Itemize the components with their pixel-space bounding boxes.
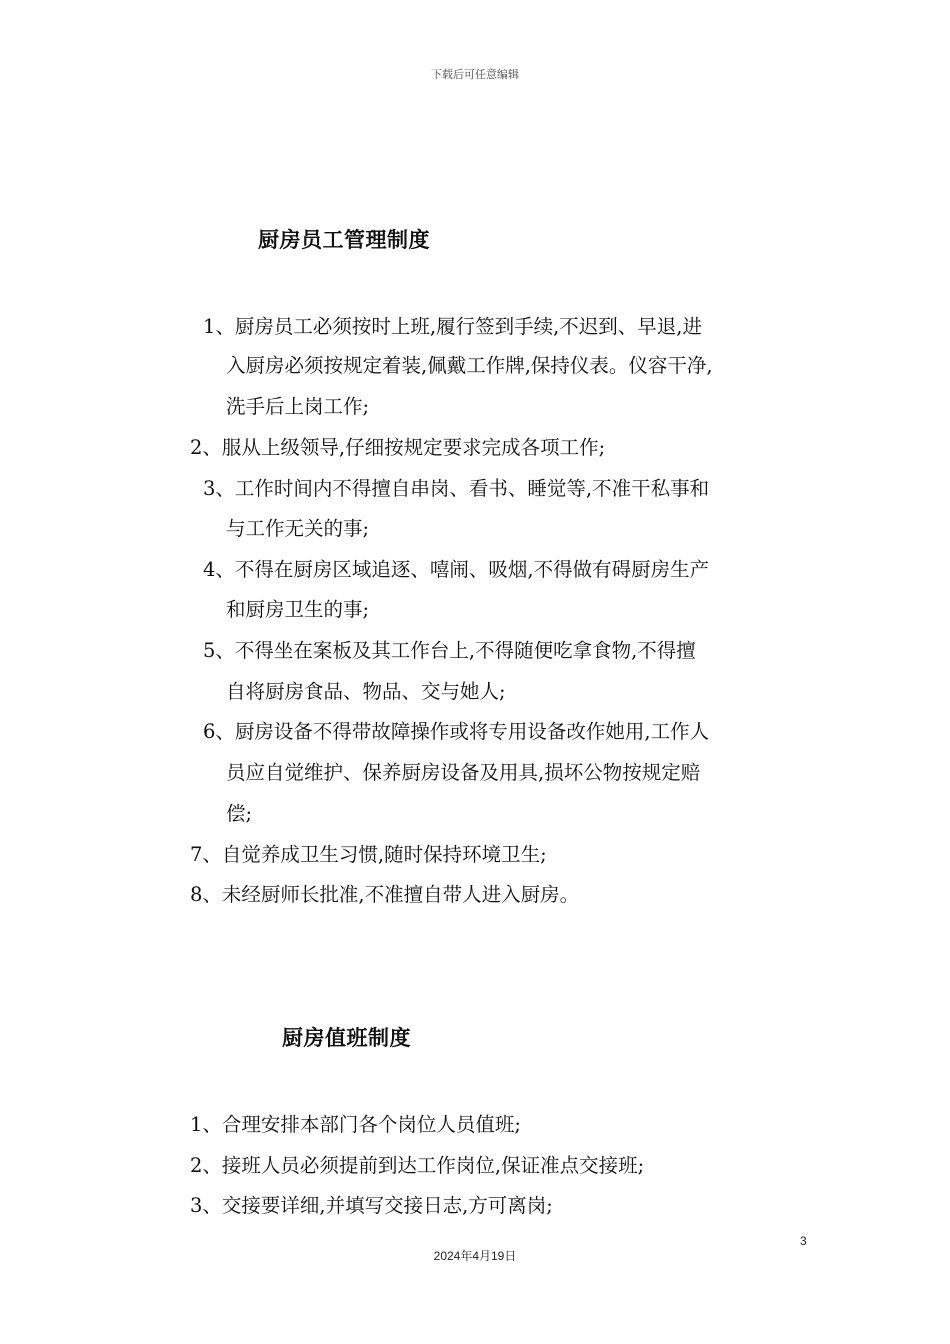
rule-line: 偿; xyxy=(226,802,253,825)
rule-line: 3、工作时间内不得擅自串岗、看书、睡觉等,不准干私事和 xyxy=(203,477,710,500)
rule-line: 1、合理安排本部门各个岗位人员值班; xyxy=(190,1113,521,1136)
rule-line: 7、自觉养成卫生习惯,随时保持环境卫生; xyxy=(190,843,547,866)
rule-line: 6、厨房设备不得带故障操作或将专用设备改作她用,工作人 xyxy=(203,720,710,743)
rule-line: 2、服从上级领导,仔细按规定要求完成各项工作; xyxy=(190,436,606,459)
rule-line: 和厨房卫生的事; xyxy=(226,598,370,621)
rule-line: 1、厨房员工必须按时上班,履行签到手续,不迟到、早退,进 xyxy=(203,315,703,338)
section-title-duty-rules: 厨房值班制度 xyxy=(282,1026,411,1050)
page-number: 3 xyxy=(800,1234,807,1248)
rule-line: 5、不得坐在案板及其工作台上,不得随便吃拿食物,不得擅 xyxy=(203,639,696,662)
rule-line: 3、交接要详细,并填写交接日志,方可离岗; xyxy=(190,1194,553,1217)
rule-line: 员应自觉维护、保养厨房设备及用具,损坏公物按规定赔 xyxy=(226,761,701,784)
rule-line: 与工作无关的事; xyxy=(226,517,370,540)
header-note: 下载后可任意编辑 xyxy=(431,68,519,81)
rule-line: 入厨房必须按规定着装,佩戴工作牌,保持仪表。仪容干净, xyxy=(226,354,713,377)
rule-line: 8、未经厨师长批准,不准擅自带人进入厨房。 xyxy=(190,883,580,906)
footer-date: 2024年4月19日 xyxy=(433,1249,517,1263)
rule-line: 自将厨房食品、物品、交与她人; xyxy=(226,680,506,703)
section-title-staff-rules: 厨房员工管理制度 xyxy=(258,228,430,252)
rule-line: 洗手后上岗工作; xyxy=(226,395,370,418)
rule-line: 4、不得在厨房区域追逐、嘻闹、吸烟,不得做有碍厨房生产 xyxy=(203,558,710,581)
rule-line: 2、接班人员必须提前到达工作岗位,保证准点交接班; xyxy=(190,1154,645,1177)
